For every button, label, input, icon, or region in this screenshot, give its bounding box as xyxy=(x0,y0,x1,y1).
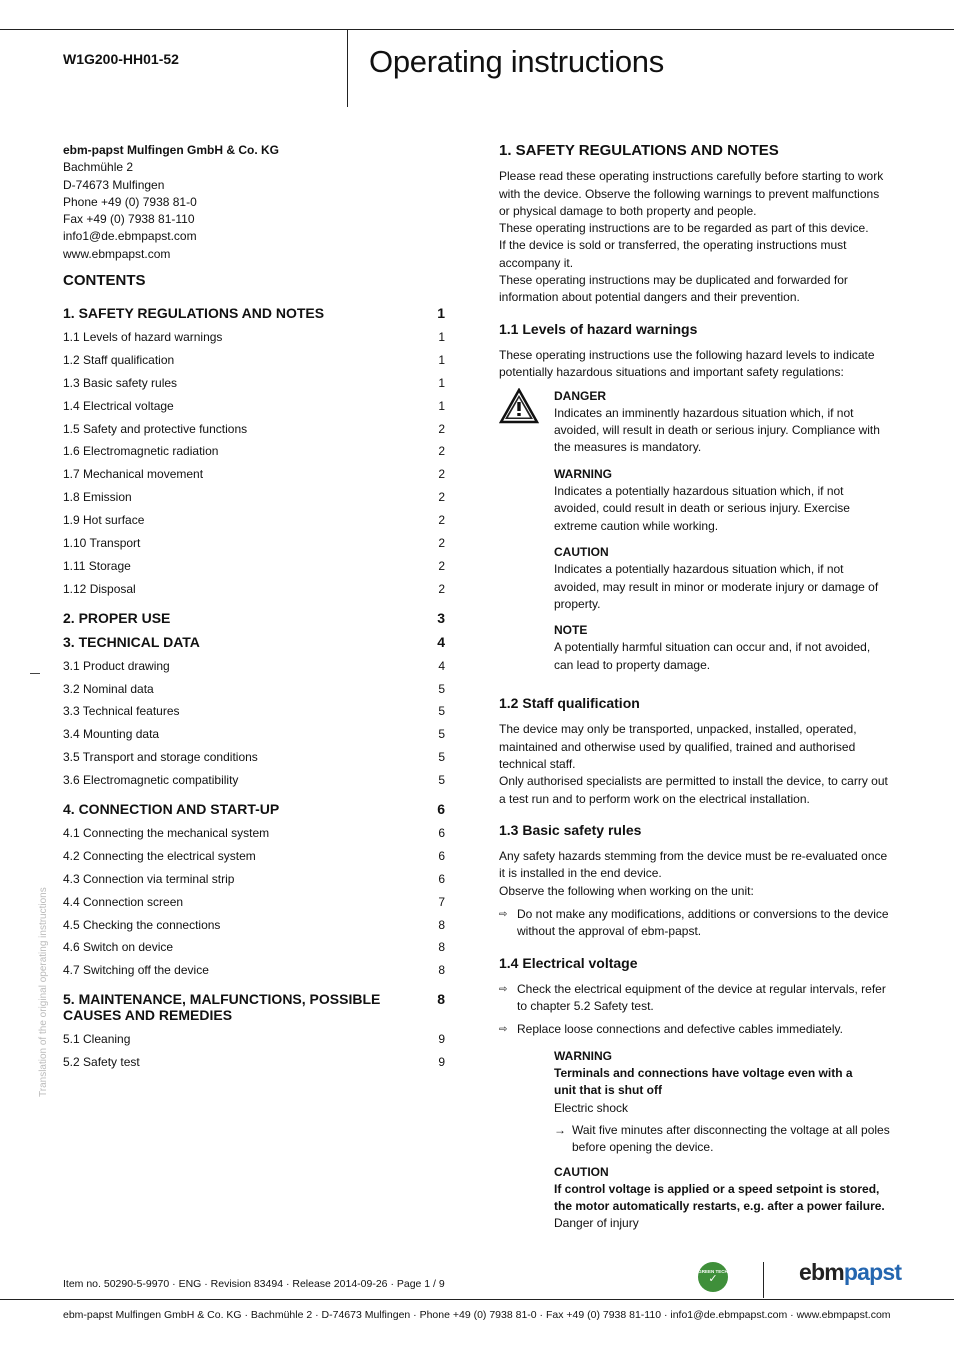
toc-page: 5 xyxy=(438,750,445,765)
toc-title: 1.2 Staff qualification xyxy=(63,352,175,367)
subsection-heading: 1.1 Levels of hazard warnings xyxy=(499,320,698,337)
address-line: Bachmühle 2 xyxy=(63,160,134,175)
header-divider xyxy=(347,29,348,107)
toc-title: 3.3 Technical features xyxy=(63,704,180,719)
product-code: W1G200-HH01-52 xyxy=(63,51,179,67)
toc-entry[interactable] xyxy=(63,749,445,772)
toc-entry[interactable] xyxy=(63,772,445,795)
toc-page: 8 xyxy=(438,917,445,932)
level-text: Indicates an imminently hazardous situation which, if not avoided, will result in death or serious injury. Compliance with the measures is mandatory. xyxy=(554,405,880,455)
toc-title: 1.12 Disposal xyxy=(63,581,136,596)
toc-entry[interactable] xyxy=(63,1031,445,1054)
level-text: Indicates a potentially hazardous situation which, if not avoided, could result in death or serious injury. Exercise extreme caution while working. xyxy=(554,484,850,533)
toc-title: 1.4 Electrical voltage xyxy=(63,398,174,413)
toc-entry[interactable] xyxy=(63,1054,445,1077)
toc-entry[interactable] xyxy=(63,329,445,352)
toc-title: 5.2 Safety test xyxy=(63,1055,140,1070)
footer-address: ebm-papst Mulfingen GmbH & Co. KG · Bachmühle 2 · D-74673 Mulfingen · Phone +49 (0) 7938 81-0 · Fax +49 (0) 7938 81-110 · info1@de.ebmpapst.com · www.ebmpapst.com xyxy=(63,1309,891,1321)
toc-title: 1. SAFETY REGULATIONS AND NOTES xyxy=(63,305,325,321)
hazard-note xyxy=(554,622,891,674)
level-name: CAUTION xyxy=(554,544,609,559)
paragraph: These operating instructions are to be regarded as part of this device. xyxy=(499,221,869,236)
toc-entry[interactable] xyxy=(63,703,445,726)
toc-page: 1 xyxy=(438,352,445,367)
toc-page: 6 xyxy=(438,848,445,863)
subsection-heading: 1.3 Basic safety rules xyxy=(499,821,642,838)
toc-title: 5. MAINTENANCE, MALFUNCTIONS, POSSIBLE CAUSES AND REMEDIES xyxy=(63,991,381,1024)
toc-page: 2 xyxy=(438,421,445,436)
toc-title: 1.5 Safety and protective functions xyxy=(63,421,248,436)
toc-title: 1.11 Storage xyxy=(63,558,131,573)
toc-title: 1.8 Emission xyxy=(63,490,132,505)
toc-title: 3.1 Product drawing xyxy=(63,658,170,673)
page-title: Operating instructions xyxy=(369,44,664,79)
toc-title: 3.2 Nominal data xyxy=(63,681,154,696)
ebmpapst-logo: ebmpapst xyxy=(799,1259,902,1285)
toc-title: 4.2 Connecting the electrical system xyxy=(63,848,256,863)
contents-heading: CONTENTS xyxy=(63,272,146,289)
item-number: Item no. 50290-5-9970 · ENG · Revision 83494 · Release 2014-09-26 · Page 1 / 9 xyxy=(63,1278,445,1290)
toc-entry[interactable] xyxy=(63,726,445,749)
arrow-bullet-icon: ⇨ xyxy=(499,983,508,995)
fax: Fax +49 (0) 7938 81-110 xyxy=(63,212,195,227)
toc-page: 6 xyxy=(438,871,445,886)
toc-page: 9 xyxy=(438,1055,445,1070)
email-link[interactable]: info1@de.ebmpapst.com xyxy=(63,229,197,244)
toc-page: 1 xyxy=(438,398,445,413)
list-item: ⇨ Check the electrical equipment of the device at regular intervals, refer to chapter 5.2 Safety test. xyxy=(499,981,891,1016)
toc-section[interactable] xyxy=(63,305,445,321)
paragraph: Only authorised specialists are permitted to install the device, to carry out a test run and to perform work on the electrical installation. xyxy=(499,774,888,806)
toc-entry[interactable] xyxy=(63,871,445,894)
toc-title: 1.7 Mechanical movement xyxy=(63,467,204,482)
toc-title: 3.5 Transport and storage conditions xyxy=(63,750,258,765)
toc-title: 4. CONNECTION AND START-UP xyxy=(63,801,280,818)
company-address xyxy=(63,142,279,263)
toc-title: 5.1 Cleaning xyxy=(63,1032,131,1047)
address-line: D-74673 Mulfingen xyxy=(63,177,165,192)
toc-page: 9 xyxy=(438,1032,445,1047)
hazard-caution xyxy=(554,544,891,613)
notice-headline: If control voltage is applied or a speed setpoint is stored, the motor automatically restarts, e.g. after a power failure. xyxy=(554,1181,885,1214)
subsection-heading: 1.2 Staff qualification xyxy=(499,695,640,712)
list-item: ⇨ Do not make any modifications, additions or conversions to the device without the approval of ebm-papst. xyxy=(499,906,891,941)
toc-entry[interactable] xyxy=(63,489,445,512)
toc-entry[interactable] xyxy=(63,917,445,940)
section-1 xyxy=(499,142,891,1233)
toc-title: 3. TECHNICAL DATA xyxy=(63,633,200,650)
toc-title: 4.5 Checking the connections xyxy=(63,917,221,932)
toc-title: 4.3 Connection via terminal strip xyxy=(63,871,235,886)
paragraph: Observe the following when working on the unit: xyxy=(499,883,754,898)
toc-section[interactable] xyxy=(63,634,445,650)
hazard-levels xyxy=(499,388,891,683)
toc-page: 8 xyxy=(438,940,445,955)
notice-headline: Terminals and connections have voltage even with a unit that is shut off xyxy=(554,1066,853,1098)
toc-page: 1 xyxy=(438,330,445,344)
toc-entry[interactable] xyxy=(63,681,445,704)
toc-entry[interactable] xyxy=(63,512,445,535)
level-name: WARNING xyxy=(554,466,612,481)
toc-entry[interactable] xyxy=(63,352,445,375)
toc-page: 1 xyxy=(438,375,445,390)
notice-text: Electric shock xyxy=(554,1100,629,1115)
arrow-bullet-icon: ⇨ xyxy=(499,1024,508,1036)
right-arrow-icon: → xyxy=(554,1122,566,1137)
toc-title: 4.1 Connecting the mechanical system xyxy=(63,826,270,841)
check-icon: ✓ xyxy=(708,1273,718,1285)
warning-triangle-icon xyxy=(499,388,544,683)
table-of-contents xyxy=(63,305,445,1077)
warning-notice xyxy=(499,1048,891,1157)
toc-page: 2 xyxy=(438,513,445,528)
level-text: A potentially harmful situation can occur and, if not avoided, can lead to property damage. xyxy=(554,640,871,672)
toc-title: 3.4 Mounting data xyxy=(63,727,160,742)
toc-page: 4 xyxy=(437,633,445,650)
toc-page: 6 xyxy=(438,826,445,841)
paragraph: Please read these operating instructions carefully before starting to work with the device. Observe the following warnings to prevent malfunctions or physical damage to both property and people. xyxy=(499,169,884,218)
paragraph: These operating instructions use the following hazard levels to indicate potentially hazardous situations and important safety regulations: xyxy=(499,347,875,380)
toc-entry[interactable] xyxy=(63,825,445,848)
toc-section[interactable] xyxy=(63,801,445,817)
list-item: ⇨ Replace loose connections and defective cables immediately. xyxy=(499,1021,891,1038)
toc-entry[interactable] xyxy=(63,558,445,581)
toc-title: 1.1 Levels of hazard warnings xyxy=(63,330,223,344)
toc-entry[interactable] xyxy=(63,581,445,604)
toc-title: 4.4 Connection screen xyxy=(63,894,184,909)
toc-title: 1.9 Hot surface xyxy=(63,513,145,528)
toc-page: 8 xyxy=(437,991,445,1008)
caution-notice xyxy=(499,1164,891,1233)
toc-page: 7 xyxy=(438,894,445,909)
level-text: Indicates a potentially hazardous situation which, if not avoided, may result in minor or moderate injury or damage of property. xyxy=(554,562,879,611)
section-heading: 1. SAFETY REGULATIONS AND NOTES xyxy=(499,142,779,159)
notice-action: → Wait five minutes after disconnecting the voltage at all poles before opening the device. xyxy=(554,1122,891,1157)
toc-page: 2 xyxy=(438,467,445,482)
notice-level: WARNING xyxy=(554,1048,612,1063)
margin-tick xyxy=(30,673,40,674)
toc-title: 1.3 Basic safety rules xyxy=(63,375,178,390)
toc-title: 2. PROPER USE xyxy=(63,609,171,626)
toc-page: 6 xyxy=(437,801,445,818)
toc-title: 1.6 Electromagnetic radiation xyxy=(63,444,219,459)
toc-entry[interactable] xyxy=(63,375,445,398)
toc-entry[interactable] xyxy=(63,658,445,681)
toc-title: 4.7 Switching off the device xyxy=(63,963,209,978)
website-link[interactable]: www.ebmpapst.com xyxy=(63,246,171,261)
phone: Phone +49 (0) 7938 81-0 xyxy=(63,194,197,209)
level-name: NOTE xyxy=(554,623,588,638)
toc-entry[interactable] xyxy=(63,466,445,489)
hazard-warning xyxy=(554,466,891,535)
toc-entry[interactable] xyxy=(63,535,445,558)
toc-entry[interactable] xyxy=(63,894,445,917)
toc-section[interactable] xyxy=(63,610,445,626)
toc-page: 2 xyxy=(438,444,445,459)
paragraph: Any safety hazards stemming from the device must be re-evaluated once it is installed in the end device. xyxy=(499,849,888,881)
greentech-logo xyxy=(698,1262,728,1292)
toc-entry[interactable] xyxy=(63,962,445,985)
toc-page: 2 xyxy=(438,536,445,551)
notice-level: CAUTION xyxy=(554,1164,609,1179)
toc-page: 5 xyxy=(438,704,445,719)
hazard-danger xyxy=(554,388,891,457)
paragraph: The device may only be transported, unpacked, installed, operated, maintained and otherwise used by qualified, trained and authorised technical staff. xyxy=(499,722,857,771)
toc-entry[interactable] xyxy=(63,421,445,444)
toc-title: 4.6 Switch on device xyxy=(63,940,174,955)
company-name: ebm-papst Mulfingen GmbH & Co. KG xyxy=(63,143,279,157)
toc-page: 2 xyxy=(438,558,445,573)
toc-page: 5 xyxy=(438,727,445,742)
arrow-bullet-icon: ⇨ xyxy=(499,908,508,920)
toc-entry[interactable] xyxy=(63,443,445,466)
toc-page: 1 xyxy=(437,305,445,321)
level-name: DANGER xyxy=(554,388,607,403)
toc-page: 4 xyxy=(438,658,445,673)
toc-title: 1.10 Transport xyxy=(63,536,141,551)
toc-page: 5 xyxy=(438,773,445,788)
toc-page: 8 xyxy=(438,963,445,978)
paragraph: These operating instructions may be duplicated and forwarded for information about potential dangers and their prevention. xyxy=(499,273,848,305)
toc-section[interactable] xyxy=(63,991,445,1023)
toc-title: 3.6 Electromagnetic compatibility xyxy=(63,773,239,788)
logo-divider xyxy=(763,1262,764,1298)
footer-rule xyxy=(0,1299,954,1300)
notice-text: Danger of injury xyxy=(554,1216,639,1231)
toc-page: 3 xyxy=(437,609,445,626)
translation-note: Translation of the original operating instructions xyxy=(38,887,49,1097)
toc-page: 2 xyxy=(438,581,445,596)
subsection-heading: 1.4 Electrical voltage xyxy=(499,954,638,971)
paragraph: If the device is sold or transferred, the operating instructions must accompany it. xyxy=(499,238,847,270)
toc-page: 2 xyxy=(438,490,445,505)
toc-entry[interactable] xyxy=(63,398,445,421)
toc-entry[interactable] xyxy=(63,848,445,871)
top-rule xyxy=(0,29,954,30)
toc-entry[interactable] xyxy=(63,939,445,962)
toc-page: 5 xyxy=(438,681,445,696)
greentech-label: GREEN TECH xyxy=(698,1269,728,1274)
